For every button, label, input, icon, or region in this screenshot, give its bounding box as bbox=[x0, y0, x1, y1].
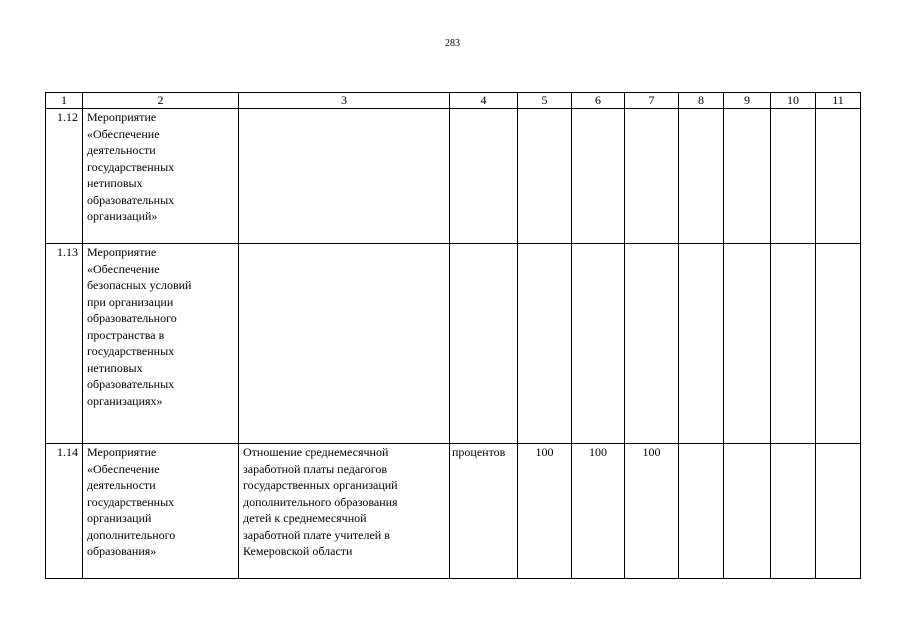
column-header: 3 bbox=[239, 93, 450, 109]
value-cell bbox=[816, 109, 861, 244]
unit-cell bbox=[450, 244, 518, 444]
page-number: 283 bbox=[445, 38, 460, 49]
column-header: 7 bbox=[625, 93, 679, 109]
row-number: 1.13 bbox=[46, 244, 83, 444]
table-row bbox=[46, 444, 861, 579]
unit-cell: процентов bbox=[450, 444, 518, 579]
activity-name: Мероприятие «Обеспечение безопасных условий при организации образовательного пространства в государственных нетиповых образовательных организациях» bbox=[83, 244, 239, 444]
column-header: 6 bbox=[572, 93, 625, 109]
value-cell bbox=[724, 444, 771, 579]
value-cell bbox=[771, 444, 816, 579]
value-cell bbox=[679, 109, 724, 244]
value-cell: 100 bbox=[572, 444, 625, 579]
value-cell bbox=[518, 109, 572, 244]
indicators-table bbox=[45, 92, 861, 579]
column-header: 2 bbox=[83, 93, 239, 109]
activity-name: Мероприятие «Обеспечение деятельности государственных нетиповых образовательных организаций» bbox=[83, 109, 239, 244]
value-cell bbox=[816, 444, 861, 579]
column-header: 1 bbox=[46, 93, 83, 109]
value-cell bbox=[679, 244, 724, 444]
value-cell bbox=[724, 244, 771, 444]
column-header: 5 bbox=[518, 93, 572, 109]
value-cell bbox=[816, 244, 861, 444]
column-header: 8 bbox=[679, 93, 724, 109]
indicator-name bbox=[239, 109, 450, 244]
column-header: 10 bbox=[771, 93, 816, 109]
value-cell bbox=[518, 244, 572, 444]
indicator-name: Отношение среднемесячной заработной платы педагогов государственных организаций дополнительного образования детей к среднемесячной заработной плате учителей в Кемеровской области bbox=[239, 444, 450, 579]
row-number: 1.12 bbox=[46, 109, 83, 244]
value-cell: 100 bbox=[625, 444, 679, 579]
activity-name: Мероприятие «Обеспечение деятельности государственных организаций дополнительного образования» bbox=[83, 444, 239, 579]
value-cell bbox=[771, 109, 816, 244]
column-header: 4 bbox=[450, 93, 518, 109]
column-header: 9 bbox=[724, 93, 771, 109]
row-number: 1.14 bbox=[46, 444, 83, 579]
column-header: 11 bbox=[816, 93, 861, 109]
indicator-name bbox=[239, 244, 450, 444]
value-cell: 100 bbox=[518, 444, 572, 579]
value-cell bbox=[771, 244, 816, 444]
value-cell bbox=[625, 244, 679, 444]
table-row bbox=[46, 244, 861, 444]
table-header-row bbox=[46, 93, 861, 109]
value-cell bbox=[679, 444, 724, 579]
value-cell bbox=[572, 244, 625, 444]
value-cell bbox=[724, 109, 771, 244]
value-cell bbox=[572, 109, 625, 244]
unit-cell bbox=[450, 109, 518, 244]
table-row bbox=[46, 109, 861, 244]
value-cell bbox=[625, 109, 679, 244]
